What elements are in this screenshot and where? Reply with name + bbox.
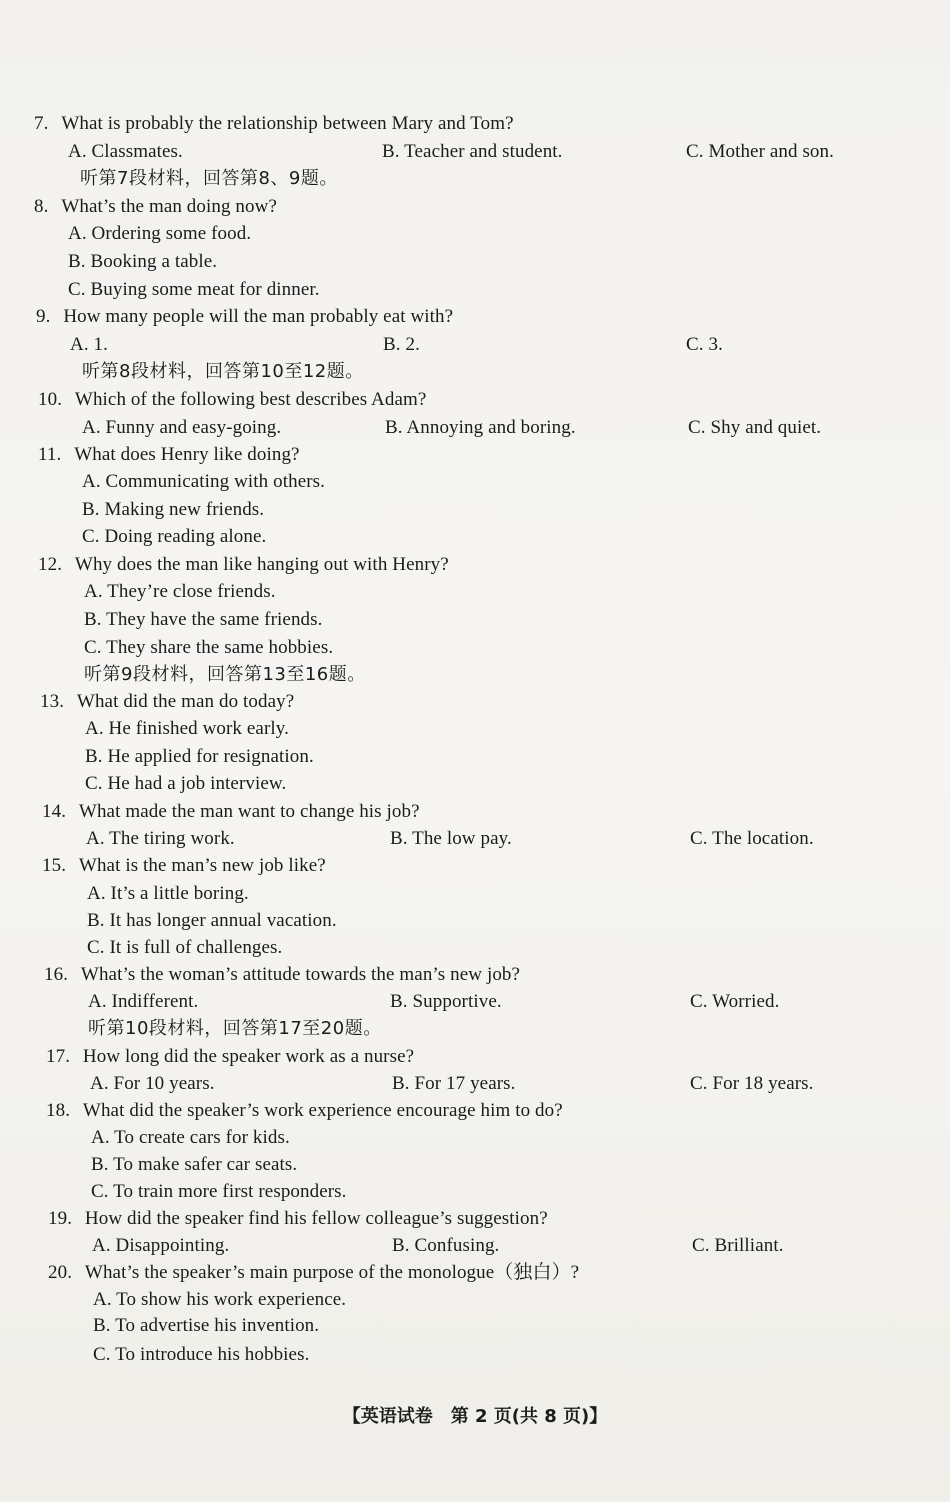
- question-text: What is probably the relationship between Mary and Tom?: [61, 113, 514, 134]
- option-8a: A. Ordering some food.: [68, 223, 252, 244]
- question-number: 20.: [48, 1262, 73, 1283]
- option-13c: C. He had a job interview.: [85, 773, 287, 794]
- option-10a: A. Funny and easy-going.: [82, 417, 282, 438]
- option-15a: A. It’s a little boring.: [87, 883, 249, 904]
- question-number: 13.: [40, 691, 65, 712]
- option-7a: A. Classmates.: [68, 141, 183, 162]
- question-18: [46, 1099, 563, 1123]
- question-number: 8.: [34, 196, 49, 217]
- option-7c: C. Mother and son.: [686, 141, 834, 162]
- option-19a: A. Disappointing.: [92, 1235, 230, 1256]
- question-text: What did the man do today?: [76, 691, 295, 712]
- question-text: What’s the speaker’s main purpose of the monologue（独白）?: [84, 1262, 580, 1283]
- option-9c: C. 3.: [686, 334, 723, 355]
- question-16: [44, 963, 520, 987]
- option-18b: B. To make safer car seats.: [91, 1154, 298, 1175]
- question-9: [36, 305, 453, 329]
- option-14b: B. The low pay.: [390, 828, 512, 849]
- option-10b: B. Annoying and boring.: [385, 417, 576, 438]
- question-14: [42, 800, 420, 824]
- question-19: [48, 1207, 548, 1231]
- question-number: 18.: [46, 1100, 71, 1121]
- question-number: 17.: [46, 1046, 71, 1067]
- question-text: What’s the woman’s attitude towards the man’s new job?: [80, 964, 521, 985]
- option-8b: B. Booking a table.: [68, 251, 218, 272]
- question-text: Which of the following best describes Adam?: [74, 389, 427, 410]
- option-8c: C. Buying some meat for dinner.: [68, 279, 320, 300]
- question-text: What does Henry like doing?: [74, 444, 300, 465]
- option-12c: C. They share the same hobbies.: [84, 637, 334, 658]
- option-9a: A. 1.: [70, 334, 108, 355]
- option-9b: B. 2.: [383, 334, 420, 355]
- question-8: [34, 195, 277, 219]
- option-16c: C. Worried.: [690, 991, 780, 1012]
- question-text: How many people will the man probably eat with?: [63, 306, 454, 327]
- option-13b: B. He applied for resignation.: [85, 746, 314, 767]
- option-17a: A. For 10 years.: [90, 1073, 215, 1094]
- option-11a: A. Communicating with others.: [82, 471, 326, 492]
- option-18c: C. To train more first responders.: [91, 1181, 347, 1202]
- question-11: [38, 443, 300, 467]
- option-10c: C. Shy and quiet.: [688, 417, 822, 438]
- option-17c: C. For 18 years.: [690, 1073, 814, 1094]
- question-10: [38, 388, 426, 412]
- question-17: [46, 1045, 414, 1069]
- question-number: 12.: [38, 554, 63, 575]
- question-number: 10.: [38, 389, 63, 410]
- question-20: [48, 1261, 579, 1285]
- question-text: How long did the speaker work as a nurse?: [82, 1046, 415, 1067]
- option-11c: C. Doing reading alone.: [82, 526, 267, 547]
- option-12b: B. They have the same friends.: [84, 609, 323, 630]
- option-11b: B. Making new friends.: [82, 499, 265, 520]
- question-text: What did the speaker’s work experience encourage him to do?: [82, 1100, 563, 1121]
- question-number: 15.: [42, 855, 67, 876]
- option-20b: B. To advertise his invention.: [93, 1315, 320, 1336]
- option-17b: B. For 17 years.: [392, 1073, 516, 1094]
- instruction-passage-7: 听第7段材料，回答第8、9题。: [80, 168, 338, 189]
- option-13a: A. He finished work early.: [85, 718, 289, 739]
- question-number: 7.: [34, 113, 49, 134]
- question-text: How did the speaker find his fellow colleague’s suggestion?: [84, 1208, 548, 1229]
- instruction-passage-8: 听第8段材料，回答第10至12题。: [82, 361, 364, 382]
- option-12a: A. They’re close friends.: [84, 581, 276, 602]
- option-15c: C. It is full of challenges.: [87, 937, 283, 958]
- question-number: 19.: [48, 1208, 73, 1229]
- option-20a: A. To show his work experience.: [93, 1289, 347, 1310]
- option-14a: A. The tiring work.: [86, 828, 235, 849]
- question-number: 14.: [42, 801, 67, 822]
- question-text: Why does the man like hanging out with Henry?: [74, 554, 449, 575]
- option-18a: A. To create cars for kids.: [91, 1127, 290, 1148]
- option-7b: B. Teacher and student.: [382, 141, 563, 162]
- option-19c: C. Brilliant.: [692, 1235, 784, 1256]
- question-13: [40, 690, 294, 714]
- option-16b: B. Supportive.: [390, 991, 502, 1012]
- instruction-passage-9: 听第9段材料，回答第13至16题。: [84, 664, 366, 685]
- option-19b: B. Confusing.: [392, 1235, 500, 1256]
- question-text: What is the man’s new job like?: [78, 855, 326, 876]
- option-20c: C. To introduce his hobbies.: [93, 1344, 310, 1365]
- question-15: [42, 854, 326, 878]
- option-16a: A. Indifferent.: [88, 991, 199, 1012]
- instruction-passage-10: 听第10段材料，回答第17至20题。: [88, 1018, 382, 1039]
- question-text: What’s the man doing now?: [61, 196, 277, 217]
- option-14c: C. The location.: [690, 828, 814, 849]
- question-7: [34, 112, 514, 136]
- question-number: 9.: [36, 306, 51, 327]
- option-15b: B. It has longer annual vacation.: [87, 910, 337, 931]
- question-number: 11.: [38, 444, 62, 465]
- question-12: [38, 553, 449, 577]
- page-footer: 【英语试卷 第 2 页(共 8 页)】: [342, 1406, 608, 1427]
- question-text: What made the man want to change his job?: [78, 801, 420, 822]
- question-number: 16.: [44, 964, 69, 985]
